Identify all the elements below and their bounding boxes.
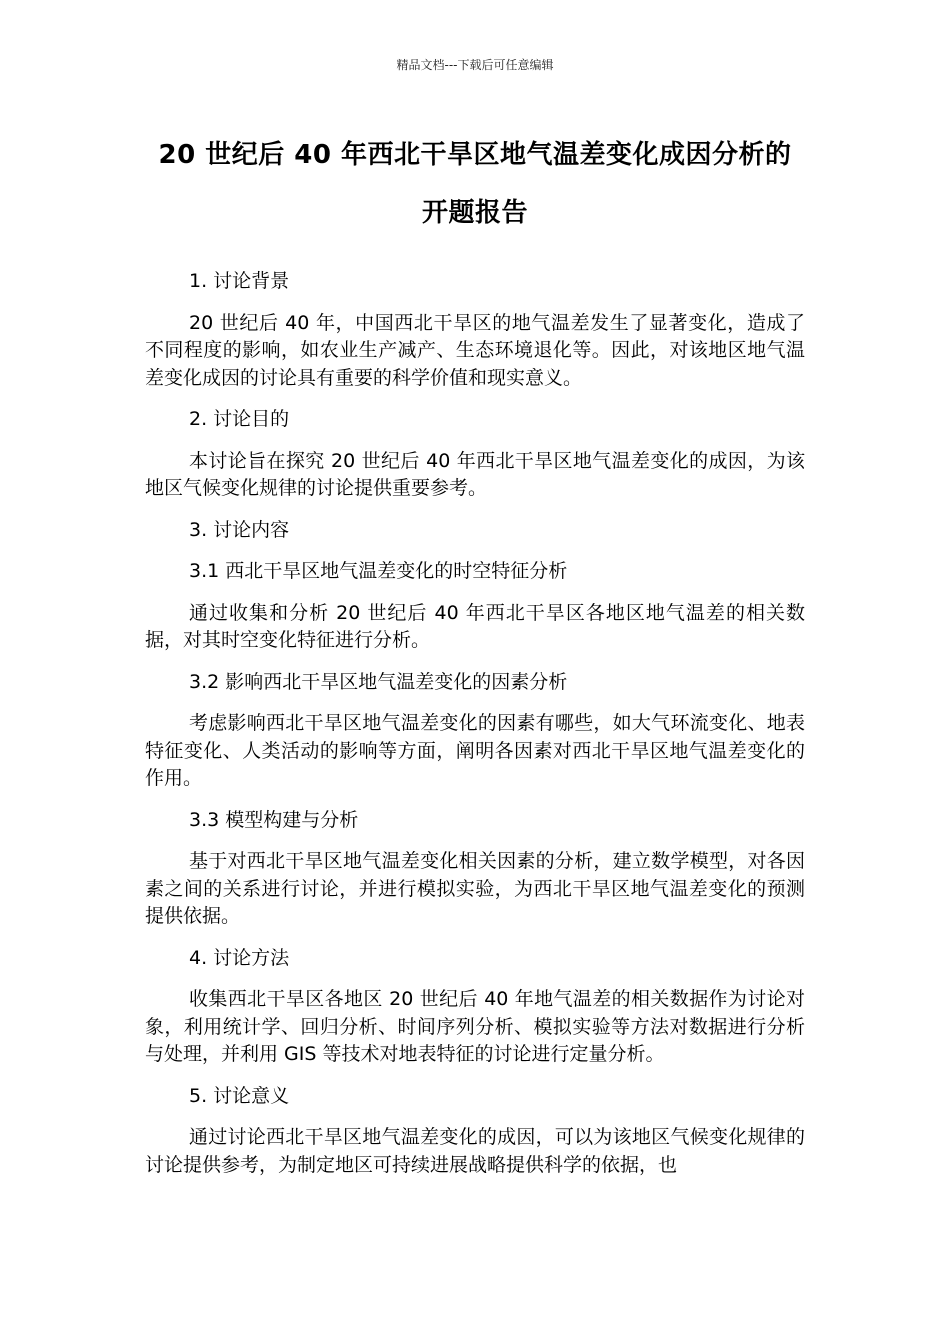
paragraph-significance: 通过讨论西北干旱区地气温差变化的成因，可以为该地区气候变化规律的讨论提供参考，为制定地区可持续进展战略提供科学的依据，也 bbox=[145, 1126, 805, 1176]
section-heading-background: 1. 讨论背景 bbox=[189, 270, 290, 292]
paragraph-background: 20 世纪后 40 年，中国西北干旱区的地气温差发生了显著变化，造成了不同程度的影响，如农业生产减产、生态环境退化等。因此，对该地区地气温差变化成因的讨论具有重要的科学价值和现实意义。 bbox=[145, 311, 805, 389]
subsection-heading-3-2: 3.2 影响西北干旱区地气温差变化的因素分析 bbox=[189, 670, 568, 693]
subsection-heading-3-3: 3.3 模型构建与分析 bbox=[189, 808, 359, 831]
section-heading-content: 3. 讨论内容 bbox=[189, 518, 290, 541]
section-heading-method: 4. 讨论方法 bbox=[189, 946, 290, 969]
page-header: 精品文档---下载后可任意编辑 bbox=[396, 58, 554, 72]
document-title bbox=[100, 126, 850, 242]
document-body bbox=[145, 268, 805, 1193]
paragraph-3-3: 基于对西北干旱区地气温差变化相关因素的分析，建立数学模型，对各因素之间的关系进行讨论，并进行模拟实验，为西北干旱区地气温差变化的预测提供依据。 bbox=[145, 850, 805, 927]
subsection-heading-3-1: 3.1 西北干旱区地气温差变化的时空特征分析 bbox=[189, 560, 568, 582]
paragraph-purpose: 本讨论旨在探究 20 世纪后 40 年西北干旱区地气温差变化的成因，为该地区气候变化规律的讨论提供重要参考。 bbox=[145, 449, 805, 499]
title-line-2: 开题报告 bbox=[421, 198, 528, 228]
section-heading-purpose: 2. 讨论目的 bbox=[189, 408, 290, 430]
paragraph-3-2: 考虑影响西北干旱区地气温差变化的因素有哪些，如大气环流变化、地表特征变化、人类活动的影响等方面，阐明各因素对西北干旱区地气温差变化的作用。 bbox=[145, 712, 805, 789]
title-line-1: 20 世纪后 40 年西北干旱区地气温差变化成因分析的 bbox=[158, 140, 792, 170]
paragraph-3-1: 通过收集和分析 20 世纪后 40 年西北干旱区各地区地气温差的相关数据，对其时空变化特征进行分析。 bbox=[145, 601, 805, 651]
paragraph-method: 收集西北干旱区各地区 20 世纪后 40 年地气温差的相关数据作为讨论对象，利用统计学、回归分析、时间序列分析、模拟实验等方法对数据进行分析与处理，并利用 GIS 等技术对地表特征的讨论进行定量分析。 bbox=[145, 988, 805, 1065]
section-heading-significance: 5. 讨论意义 bbox=[189, 1084, 290, 1107]
